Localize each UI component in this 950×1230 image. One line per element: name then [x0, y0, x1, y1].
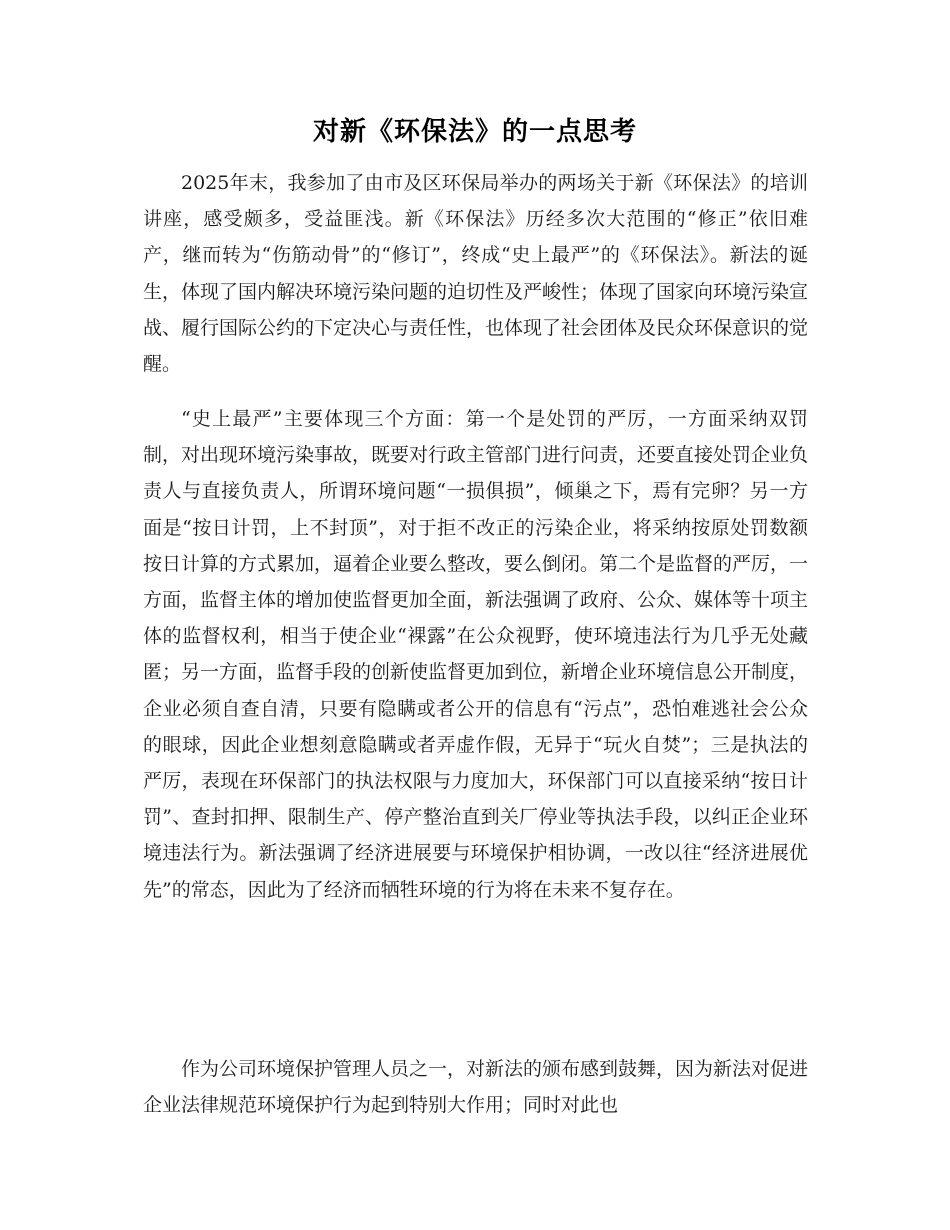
paragraph-3: 作为公司环境保护管理人员之一，对新法的颁布感到鼓舞，因为新法对促进企业法律规范环境保护行为起到特别大作用；同时对此也 — [143, 1058, 809, 1117]
paragraph-2: “史上最严”主要体现三个方面：第一个是处罚的严厉，一方面采纳双罚制，对出现环境污染事故，既要对行政主管部门进行问责，还要直接处罚企业负责人与直接负责人，所谓环境问题“一损俱损”，倾巢之下，焉有完卵？另一方面是“按日计罚，上不封顶”，对于拒不改正的污染企业，将采纳按原处罚数额按日计算的方式累加，逼着企业要么整改，要么倒闭。第二个是监督的严厉，一方面，监督主体的增加使监督更加全面，新法强调了政府、公众、媒体等十项主体的监督权利，相当于使企业“裸露”在公众视野，使环境违法行为几乎无处藏匿；另一方面，监督手段的创新使监督更加到位，新增企业环境信息公开制度，企业必须自查自清，只要有隐瞒或者公开的信息有“污点”，恐怕难逃社会公众的眼球，因此企业想刻意隐瞒或者弄虚作假，无异于“玩火自焚”；三是执法的严厉，表现在环保部门的执法权限与力度加大，环保部门可以直接采纳“按日计罚”、查封扣押、限制生产、停产整治直到关厂停业等执法手段，以纠正企业环境违法行为。新法强调了经济进展要与环境保护相协调，一改以往“经济进展优先”的常态，因此为了经济而牺牲环境的行为将在未来不复存在。 — [143, 408, 809, 901]
document-title: 对新《环保法》的一点思考 — [312, 117, 637, 147]
paragraph-1: 2025年末，我参加了由市及区环保局举办的两场关于新《环保法》的培训讲座，感受颇多，受益匪浅。新《环保法》历经多次大范围的“修正”依旧难产，继而转为“伤筋动骨”的“修订”，终成“史上最严”的《环保法》。新法的诞生，体现了国内解决环境污染问题的迫切性及严峻性；体现了国家向环境污染宣战、履行国际公约的下定决心与责任性，也体现了社会团体及民众环保意识的觉醒。 — [143, 172, 809, 376]
